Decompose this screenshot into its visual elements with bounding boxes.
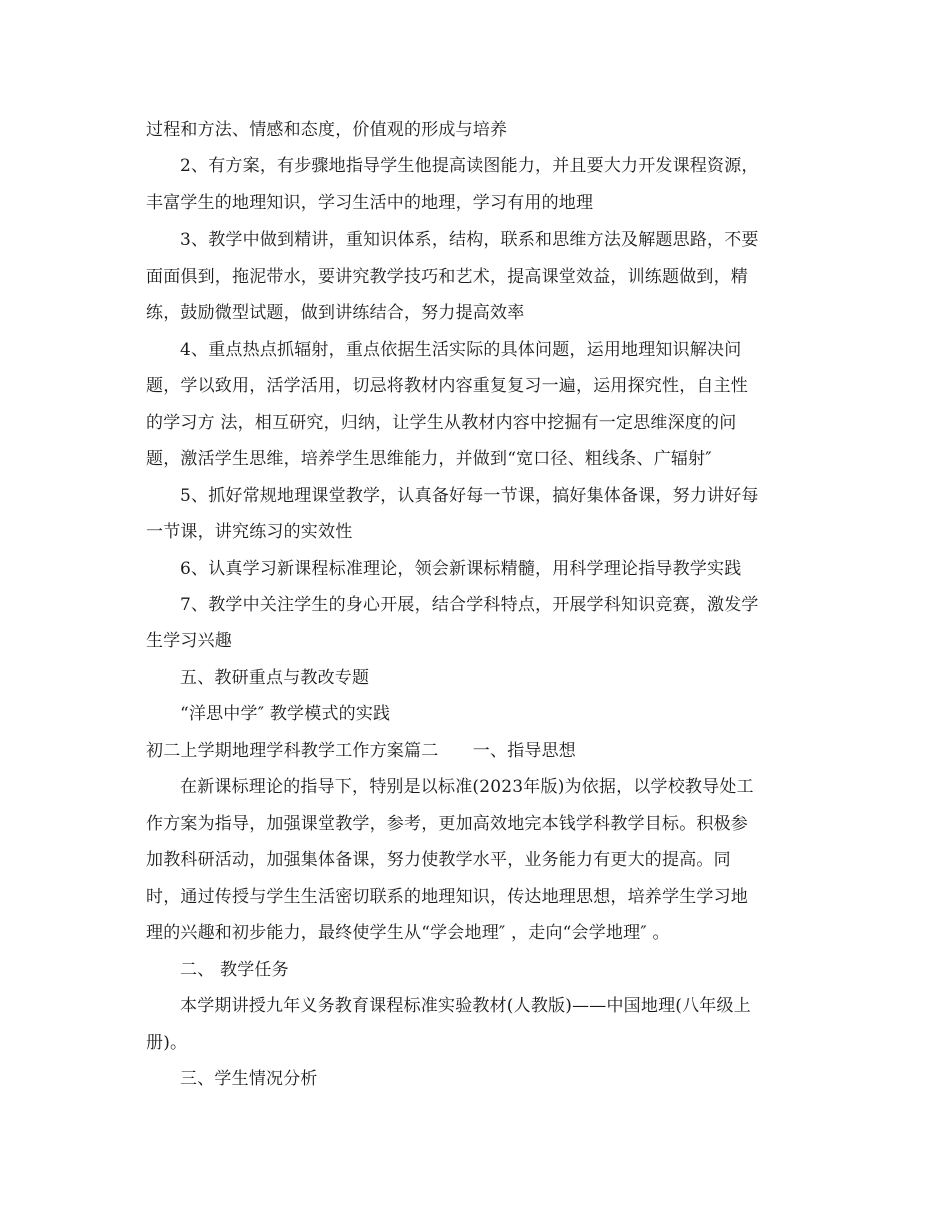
section-heading: 三、学生情况分析 (180, 1069, 318, 1089)
text-line: 作方案为指导，加强课堂教学，参考，更加高效地完本钱学科教学目标。积极参 (146, 814, 748, 834)
text-line: 册)。 (146, 1033, 188, 1053)
text-line: 题，学以致用，活学活用，切忌将教材内容重复复习一遍，运用探究性，自主性 (146, 376, 748, 396)
text-line: 练，鼓励微型试题，做到讲练结合，努力提高效率 (146, 303, 525, 323)
text-line: 7、教学中关注学生的身心开展，结合学科特点，开展学科知识竞赛，激发学 (180, 595, 759, 615)
text-line: 5、抓好常规地理课堂教学，认真备好每一节课，搞好集体备课，努力讲好每 (180, 486, 759, 506)
section-heading: 二、 教学任务 (180, 960, 289, 980)
text-line: 时，通过传授与学生生活密切联系的地理知识，传达地理思想，培养学生学习地 (146, 887, 748, 907)
text-line: 在新课标理论的指导下，特别是以标准(2023年版)为依据，以学校教导处工 (180, 777, 754, 797)
text-line: 3、教学中做到精讲，重知识体系，结构，联系和思维方法及解题思路，不要 (180, 230, 759, 250)
text-line: 4、重点热点抓辐射，重点依据生活实际的具体问题，运用地理知识解决问 (180, 340, 742, 360)
text-line: 2、有方案，有步骤地指导学生他提高读图能力，并且要大力开发课程资源， (180, 156, 759, 176)
text-line: 丰富学生的地理知识，学习生活中的地理，学习有用的地理 (146, 193, 594, 213)
text-line: “洋思中学″ 教学模式的实践 (180, 704, 391, 724)
section-heading: 五、教研重点与教改专题 (180, 668, 370, 688)
text-line: 加教科研活动，加强集体备课，努力使教学水平，业务能力有更大的提高。同 (146, 850, 731, 870)
text-line: 面面俱到，拖泥带水，要讲究教学技巧和艺术，提高课堂效益，训练题做到，精 (146, 267, 748, 287)
text-line: 的学习方 法，相互研究，归纳，让学生从教材内容中挖掘有一定思维深度的问 (146, 413, 737, 433)
section-heading: 初二上学期地理学科教学工作方案篇二 一、指导思想 (146, 741, 576, 761)
text-line: 题，激活学生思维，培养学生思维能力，并做到“宽口径、粗线条、广辐射″ (146, 449, 712, 469)
text-line: 6、认真学习新课程标准理论，领会新课标精髓，用科学理论指导教学实践 (180, 559, 742, 579)
text-line: 本学期讲授九年义务教育课程标准实验教材(人教版)——中国地理(八年级上 (180, 996, 751, 1016)
text-line: 过程和方法、情感和态度，价值观的形成与培养 (146, 120, 508, 140)
text-line: 一节课，讲究练习的实效性 (146, 522, 353, 542)
text-line: 理的兴趣和初步能力，最终使学生从“学会地理″ ，走向“会学地理″ 。 (146, 923, 670, 943)
text-line: 生学习兴趣 (146, 631, 232, 651)
